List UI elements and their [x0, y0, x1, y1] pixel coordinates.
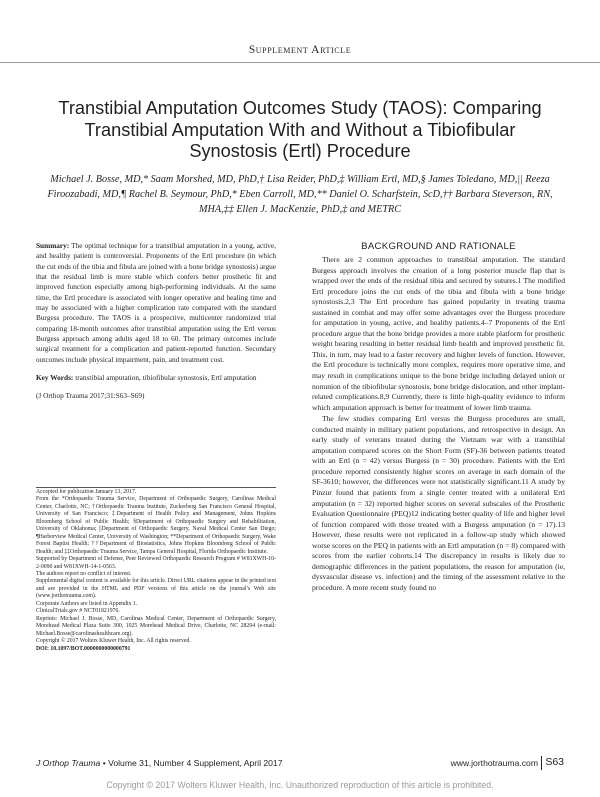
footnote-doi: DOI: 10.1097/BOT.0000000000000791 [36, 645, 131, 652]
footer-url: www.jorthotrauma.com [450, 758, 538, 768]
footnote-trial: ClinicalTrials.gov # NCT01821976. [36, 608, 120, 615]
page-footer [36, 757, 564, 771]
footnote-accepted: Accepted for publication January 13, 2017. [36, 489, 137, 495]
body-column [312, 241, 565, 594]
footnote-copyright: Copyright © 2017 Wolters Kluwer Health, Inc. All rights reserved. [36, 638, 191, 645]
footer-journal-info [36, 758, 282, 768]
footnotes [36, 489, 276, 653]
summary-text: The optimal technique for a transtibial amputation in a young, active, and healthy patient is controversial. Proponents of the Ertl procedure (in which the cut ends of the tibia and fibula are joined with a bone bridge synostosis) argue that the residual limb is more stable which confers better prosthetic fit and improved function especially among high-performing individuals. At the same time, the Ertl procedure is associated with longer operative and healing time and may be associated with a higher complication rate compared with the standard Burgess procedure. The TAOS is a prospective, multicenter randomized trial comparing 18-month outcomes after transtibial amputation using the Ertl versus Burgess approach among adults aged 18 to 60. The primary outcomes include surgical treatment for a complication and patient-reported function. Secondary outcomes include physical impairment, pain, and treatment cost. [36, 241, 276, 364]
author-list: Michael J. Bosse, MD,* Saam Morshed, MD, PhD,† Lisa Reider, PhD,‡ William Ertl, MD,§ James Toledano, MD,|| Reeza Firoozabadi, MD,¶ Rachel B. Seymour, PhD,* Eben Carroll, MD,** Daniel O. Scharfstein, ScD,†† Barbara Steverson, RN, MHA,‡‡ Ellen J. MacKenzie, PhD,‡ and METRC [47, 174, 553, 216]
body-paragraph-2: The few studies comparing Ertl versus the Burgess procedures are small, conducted mainly in military patient populations, and retrospective in design. An early study of veterans treated during the Vietnam war with a transtibial amputation compared scores on the Short Form (SF)-36 between patients treated with an Ertl (n = 42) versus Burgess (n = 30) procedure. Patients with the Ertl procedure reported consistently higher scores on average in each domain of the SF-3610; however, the differences were not statistically significant.11 A study by Pinzur found that patients from a single center treated with a unilateral Ertl amputation (n = 32) reported higher scores on several subscales of the Prosthetic Evaluation Questionnaire (PEQ)12 indicating better quality of life and higher level of function compared with those treated with a Burgess amputation (n = 17).13 However, these results were not replicated in a follow-up study which showed worse scores on the PEQ in patients with an Ertl amputation (n = 8) compared with scores from the earlier cohorts.14 The discrepancy in results is likely due to demographic differences in the patient populations, the reason for amputation (ie, dysvascular disease vs. infection) and the timing of the assessment relative to the procedure. A more recent study found no [312, 414, 565, 592]
footer-separator [541, 756, 542, 770]
section-label: Supplement Article [248, 44, 352, 56]
footnote-supplemental: Supplemental digital content is available for this article. Direct URL citations appear in the printed text and are provided in the HTML and PDF versions of this article on the journal’s Web site (www.jorthotrauma.com). [36, 578, 276, 600]
article-title: Transtibial Amputation Outcomes Study (TAOS): Comparing Transtibial Amputation With and Without a Tibiofibular Synostosis (Ertl) Procedure [58, 98, 542, 161]
abstract [36, 241, 276, 402]
footnote-reprints: Reprints: Michael J. Bosse, MD, Carolinas Medical Center, Department of Orthopaedic Surgery, Morehead Medical Plaza Suite 300, 1025 Morehead Medical Drive, Charlotte, NC 28204 (e-mail: Michael.Bosse@carolinashealthcare.org). [36, 615, 276, 637]
journal-citation: (J Orthop Trauma 2017;31:S63–S69) [36, 391, 145, 401]
footer-issue: • Volume 31, Number 4 Supplement, April 2017 [100, 758, 283, 768]
section-heading: BACKGROUND AND RATIONALE [361, 241, 516, 252]
footnote-affiliations: From the *Orthopaedic Trauma Service, Department of Orthopaedic Surgery, Carolinas Medical Center, Charlotte, NC; †Orthopaedic Trauma Institute, Zuckerberg San Francisco General Hospital, University of San Francisco; ‡Department of Health Policy and Management, Johns Hopkins Bloomberg School of Public Health; §Department of Orthopaedic Surgery and Rehabilitation, University of Oklahoma; ||Department of Orthopaedic Surgery, Naval Medical Center San Diego; ¶Harborview Medical Center, University of Washington; **Department of Orthopaedic Surgery, Wake Forest Baptist Health; ††Department of Biostatistics, Johns Hopkins Bloomberg School of Public Health; and ‡‡Orthopaedic Trauma Service, Tampa General Hospital, Florida Orthopaedic Institute. [36, 496, 276, 555]
page-number: S63 [545, 756, 564, 768]
footer-journal-name: J Orthop Trauma [36, 758, 101, 768]
header-rule [0, 62, 600, 63]
summary-label: Summary: [36, 241, 70, 250]
copyright-watermark: Copyright © 2017 Wolters Kluwer Health, Inc. Unauthorized reproduction of this article is prohibited. [106, 780, 494, 790]
keywords-text: transtibial amputation, tibiofibular synostosis, Ertl amputation [73, 373, 257, 383]
footnote-support: Supported by Department of Defense, Peer Reviewed Orthopaedic Research Program # W81XWH-10-2-0090 and W81XWH-14-1-0563. [36, 556, 276, 570]
keywords-label: Key Words: [36, 373, 74, 383]
abstract-summary [36, 241, 276, 365]
footnote-conflict: The authors report no conflict of interest. [36, 570, 132, 577]
keywords [36, 373, 276, 383]
footnote-corporate: Corporate Authors are listed in Appendix 1. [36, 600, 138, 607]
footnote-rule [36, 487, 276, 488]
body-paragraph-1: There are 2 common approaches to transtibial amputation. The standard Burgess approach involves the creation of a long posterior muscle flap that is wrapped over the ends of the residual tibia and secured by sutures.1 The modified Ertl procedure joins the cut ends of the tibia and fibula with a bone bridge synostosis.2,3 The Ertl procedure has gained popularity in treating trauma sustained in combat and may offer some advantages over the Burgess procedure for amputation in young, active, and healthy patients.4–7 Proponents of the Ertl procedure argue that the bone bridge provides a more stable platform for prosthetic weight bearing resulting in better residual limb health and improved prosthetic fit. This, in turn, may lead to a faster recovery and higher levels of function. However, the Ertl procedure is technically more complex, requires more operative time, and may result in complications unique to the bone bridge including delayed union or nonunion of the tibiofibular synostosis, bone bridge dislocation, and other implant-related complications.8,9 Currently, there is little high-quality evidence to inform which amputation approach is better for treatment of lower limb trauma. [312, 255, 565, 412]
